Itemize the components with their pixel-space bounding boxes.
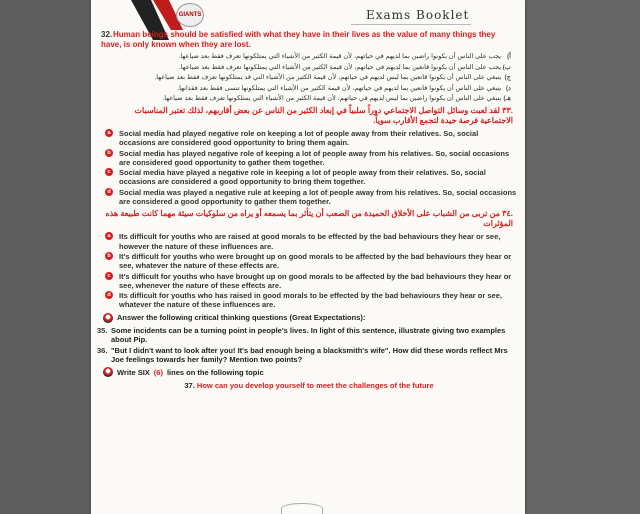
option-e xyxy=(101,94,511,104)
option-text: يجب على الناس أن يكونوا قانعين بما لديهم في حياتهم، لأن قيمة الكثير من الأشياء التي يمتلكونها تعرف فقط بعد ضياعها. xyxy=(178,63,502,71)
question-number: 35. xyxy=(97,325,108,335)
option-a xyxy=(101,52,511,62)
question-32-options xyxy=(101,52,517,104)
question-number: 32. xyxy=(101,30,113,39)
footer-decoration xyxy=(281,503,323,514)
question-33-options xyxy=(105,129,517,206)
logo-text: GIANTS xyxy=(178,12,202,18)
option-text: Its difficult for youths who are raised at good morals to be effected by the bad behaviours they hear or see, however the nature of these influences are. xyxy=(119,232,501,251)
option-d xyxy=(105,188,517,207)
option-text: It's difficult for youths who have brought up on good morals to be affected by the bad behaviours they hear or see, whenever the nature of these effects are. xyxy=(119,271,512,290)
page-title: Exams Booklet xyxy=(366,8,470,22)
option-text: يجب على الناس أن يكونوا راضين بما لديهم في حياتهم، لأن قيمة الكثير من الأشياء التي يمتلكونها تعرف فقط بعد ضياعها. xyxy=(178,53,502,60)
section-bullet-icon xyxy=(103,313,113,323)
writing-pre: Write SIX xyxy=(117,367,150,377)
question-number: 36. xyxy=(97,345,108,355)
question-36 xyxy=(97,345,517,365)
question-34-options xyxy=(105,232,517,309)
option-mark: هـ) xyxy=(503,95,511,103)
giants-logo xyxy=(176,3,204,27)
question-number: .٣٤ xyxy=(502,209,513,219)
option-b xyxy=(101,63,511,73)
option-text: Social media have played a negative role in keeping a lot of people away from their relatives. So, social occasions are considered a good opportunity to bring them together. xyxy=(119,168,486,187)
question-number: 37. xyxy=(184,381,195,391)
option-text: ينبغي على الناس أن يكونوا قانعين بما ليس لديهم في حياتهم، لأن قيمة الكثير من الأشياء التي قد يمتلكونها تعرف فقط بعد ضياعها. xyxy=(154,74,502,82)
question-text: How can you develop yourself to meet the challenges of the future xyxy=(196,381,434,391)
option-bubble: d xyxy=(105,188,113,196)
option-a xyxy=(105,232,517,251)
option-bubble: c xyxy=(105,168,113,176)
option-mark: ب) xyxy=(502,63,511,71)
option-text: Its difficult for youths who has raised in good morals to be effected by the bad behaviours they hear or see, whatever the nature of these influences are. xyxy=(119,291,502,310)
option-c xyxy=(105,272,517,291)
question-33 xyxy=(101,106,517,126)
option-mark: أ) xyxy=(506,53,511,60)
header-divider xyxy=(351,24,471,25)
question-32 xyxy=(101,30,517,49)
section-bullet-icon xyxy=(103,367,113,377)
writing-post: lines on the following topic xyxy=(166,367,264,377)
section-heading-text: Answer the following critical thinking questions (Great Expectations): xyxy=(117,313,366,323)
option-bubble: d xyxy=(105,291,113,299)
option-a xyxy=(105,129,517,148)
option-text: Social media had played negative role on keeping a lot of people away from their relatives. So, social occasions are considered good opportunity to bring them again. xyxy=(119,128,479,148)
option-mark: د) xyxy=(505,84,511,92)
option-c xyxy=(105,168,517,187)
question-text: من تربى من الشباب على الأخلاق الحميدة من الصعب أن يتأثر بما يسمعه أو يراه من سلوكيات سيئة مهما كانت طبيعة هذه المؤثرات xyxy=(105,209,513,229)
page-content xyxy=(97,30,517,391)
option-d xyxy=(101,84,511,94)
option-text: It's difficult for youths who were brought up on good morals to be affected by the bad behaviours they hear or see, whatever the nature of these effects are. xyxy=(119,251,512,271)
question-34 xyxy=(101,209,517,229)
document-page xyxy=(91,0,525,514)
viewer-background-left xyxy=(0,0,90,514)
writing-heading xyxy=(103,367,517,377)
option-b xyxy=(105,252,517,271)
option-bubble: a xyxy=(105,232,113,240)
option-text: ينبغي على الناس أن يكونوا قانعين بما لديهم في حياتهم، لأن قيمة الكثير من الأشياء التي يمتلكونها تنسى فقط بعد فقدانها. xyxy=(177,84,502,92)
question-35 xyxy=(97,325,517,345)
option-b xyxy=(105,149,517,168)
option-text: Social media was played a negative rule at keeping a lot of people away from his relatives. So, social occasions are considered a good opportunity to gather them together. xyxy=(119,187,517,207)
option-bubble: a xyxy=(105,129,113,137)
option-bubble: c xyxy=(105,272,113,280)
option-text: Social media has played negative role of keeping a lot of people away from his relatives. So, social occasions are considered good opportunity to gather them together. xyxy=(119,148,510,167)
option-bubble: b xyxy=(105,149,113,157)
writing-count: (6) xyxy=(153,367,163,377)
viewer-background-right xyxy=(522,0,640,514)
question-text: Some incidents can be a turning point in people's lives. In light of this sentence, illustrate giving two examples about Pip. xyxy=(111,325,506,345)
question-text: Human beings should be satisfied with what they have in their lives as the value of many things they have, is only known when they are lost. xyxy=(101,30,496,49)
option-d xyxy=(105,291,517,310)
critical-thinking-heading xyxy=(103,313,517,323)
question-text: "But I didn't want to look after you! It's bad enough being a blacksmith's wife". How did these words reflect Mrs Joe feelings towards her family? Mention two points? xyxy=(111,345,508,364)
option-text: ينبغي على الناس أن يكونوا راضين بما ليس لديهم في حياتهم، لأن قيمة الكثير من الأشياء التي يمتلكونها تعرف فقط بعد ضياعها. xyxy=(162,95,502,103)
option-mark: ج) xyxy=(504,74,511,82)
option-c xyxy=(101,73,511,83)
option-bubble: b xyxy=(105,252,113,260)
question-number: .٣٣ xyxy=(502,105,513,115)
question-text: لقد لعبت وسائل التواصل الاجتماعي دوراً سلبياً في إبعاد الكثير من الناس عن بعض أقاربهم، لذلك تعتبر المناسبات الاجتماعية فرصة جيدة لتجمع الأقارب سوياً. xyxy=(134,105,513,125)
question-37 xyxy=(101,381,517,390)
